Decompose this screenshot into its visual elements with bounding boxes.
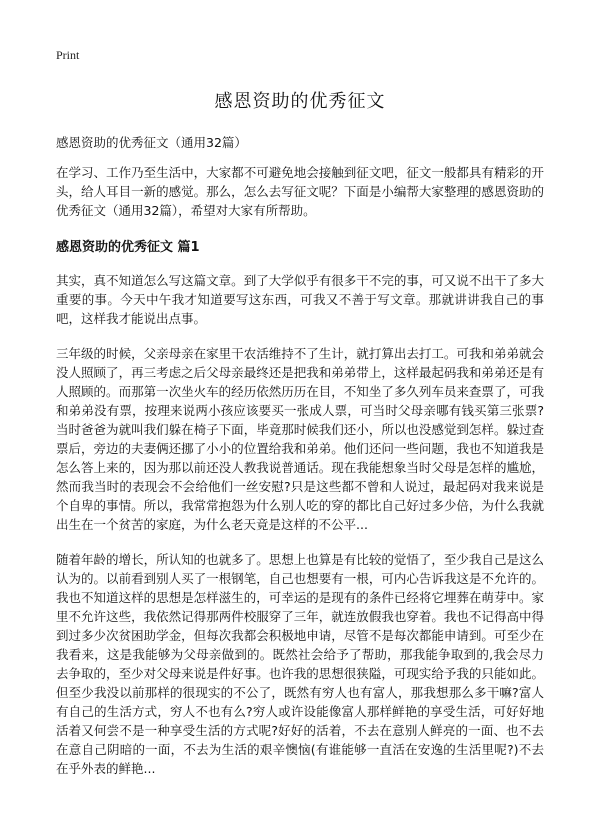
body-paragraph-2: 三年级的时候，父亲母亲在家里干农活维持不了生计，就打算出去打工。可我和弟弟就会没人照顾了，再三考虑之后父母亲最终还是把我和弟弟带上，这样最起码我和弟弟还是有人照顾的。而那第一次坐火车的经历依然历历在目，不知坐了多久列车员来查票了，可我和弟弟没有票，按理来说两小孩应该要买一张成人票，可当时父母亲哪有钱买第三张票?当时爸爸为就叫我们躲在椅子下面，毕竟那时候我们还小，所以也没感觉到怎样。躲过查票后，旁边的夫妻俩还挪了小小的位置给我和弟弟。他们还问一些问题，我也不知道我是怎么答上来的，因为那以前还没人教我说普通话。现在我能想象当时父母是怎样的尴尬，然而我当时的表现会不会给他们一丝安慰?只是这些都不曾和人说过，最起码对我来说是个自卑的事情。所以，我常常抱怨为什么别人吃的穿的都比自己好过多少倍，为什么我就出生在一个贫苦的家庭，为什么老天竟是这样的不公平... — [56, 346, 544, 532]
print-link[interactable]: Print — [56, 48, 80, 62]
document-subtitle: 感恩资助的优秀征文（通用32篇） — [56, 135, 247, 150]
section-heading: 感恩资助的优秀征文 篇1 — [56, 240, 200, 255]
body-paragraph-3: 随着年龄的增长，所认知的也就多了。思想上也算是有比较的觉悟了，至少我自己是这么认为的。以前看到别人买了一根钢笔，自己也想要有一根，可内心告诉我这是不允许的。我也不知道这样的思想是怎样滋生的，可幸运的是现有的条件已经将它埋葬在萌芽中。家里不允许这些，我依然记得那两件校服穿了三年，就连放假我也穿着。我也不记得高中得到过多少次贫困助学金，但每次我都会积极地申请，尽管不是每次都能申请到。可至少在我看来，这是我能够为父母亲做到的。既然社会给予了帮助，那我能争取到的,我会尽力去争取的，至少对父母来说是件好事。也许我的思想很狭隘，可现实给予我的只能如此。但至少我没以前那样的很现实的不公了，既然有穷人也有富人，那我想那么多干嘛?富人有自己的生活方式，穷人不也有么?穷人或许设能像富人那样鲜艳的享受生活，可好好地活着又何尝不是一种享受生活的方式呢?好好的活着，不去在意别人鲜亮的一面、也不去在意自己阴暗的一面，不去为生活的艰辛懊恼(有谁能够一直活在安逸的生活里呢?)不去在乎外表的鲜艳... — [56, 552, 544, 776]
page-title: 感恩资助的优秀征文 — [214, 91, 386, 112]
intro-paragraph: 在学习、工作乃至生活中，大家都不可避免地会接触到征文吧，征文一般都具有精彩的开头，给人耳目一新的感觉。那么，怎么去写征文呢？下面是小编帮大家整理的感恩资助的优秀征文（通用32篇），希望对大家有所帮助。 — [56, 165, 544, 218]
body-paragraph-1: 其实，真不知道怎么写这篇文章。到了大学似乎有很多干不完的事，可又说不出干了多大重要的事。今天中午我才知道要写这东西，可我又不善于写文章。那就讲讲我自己的事吧，这样我才能说出点事。 — [56, 273, 544, 326]
